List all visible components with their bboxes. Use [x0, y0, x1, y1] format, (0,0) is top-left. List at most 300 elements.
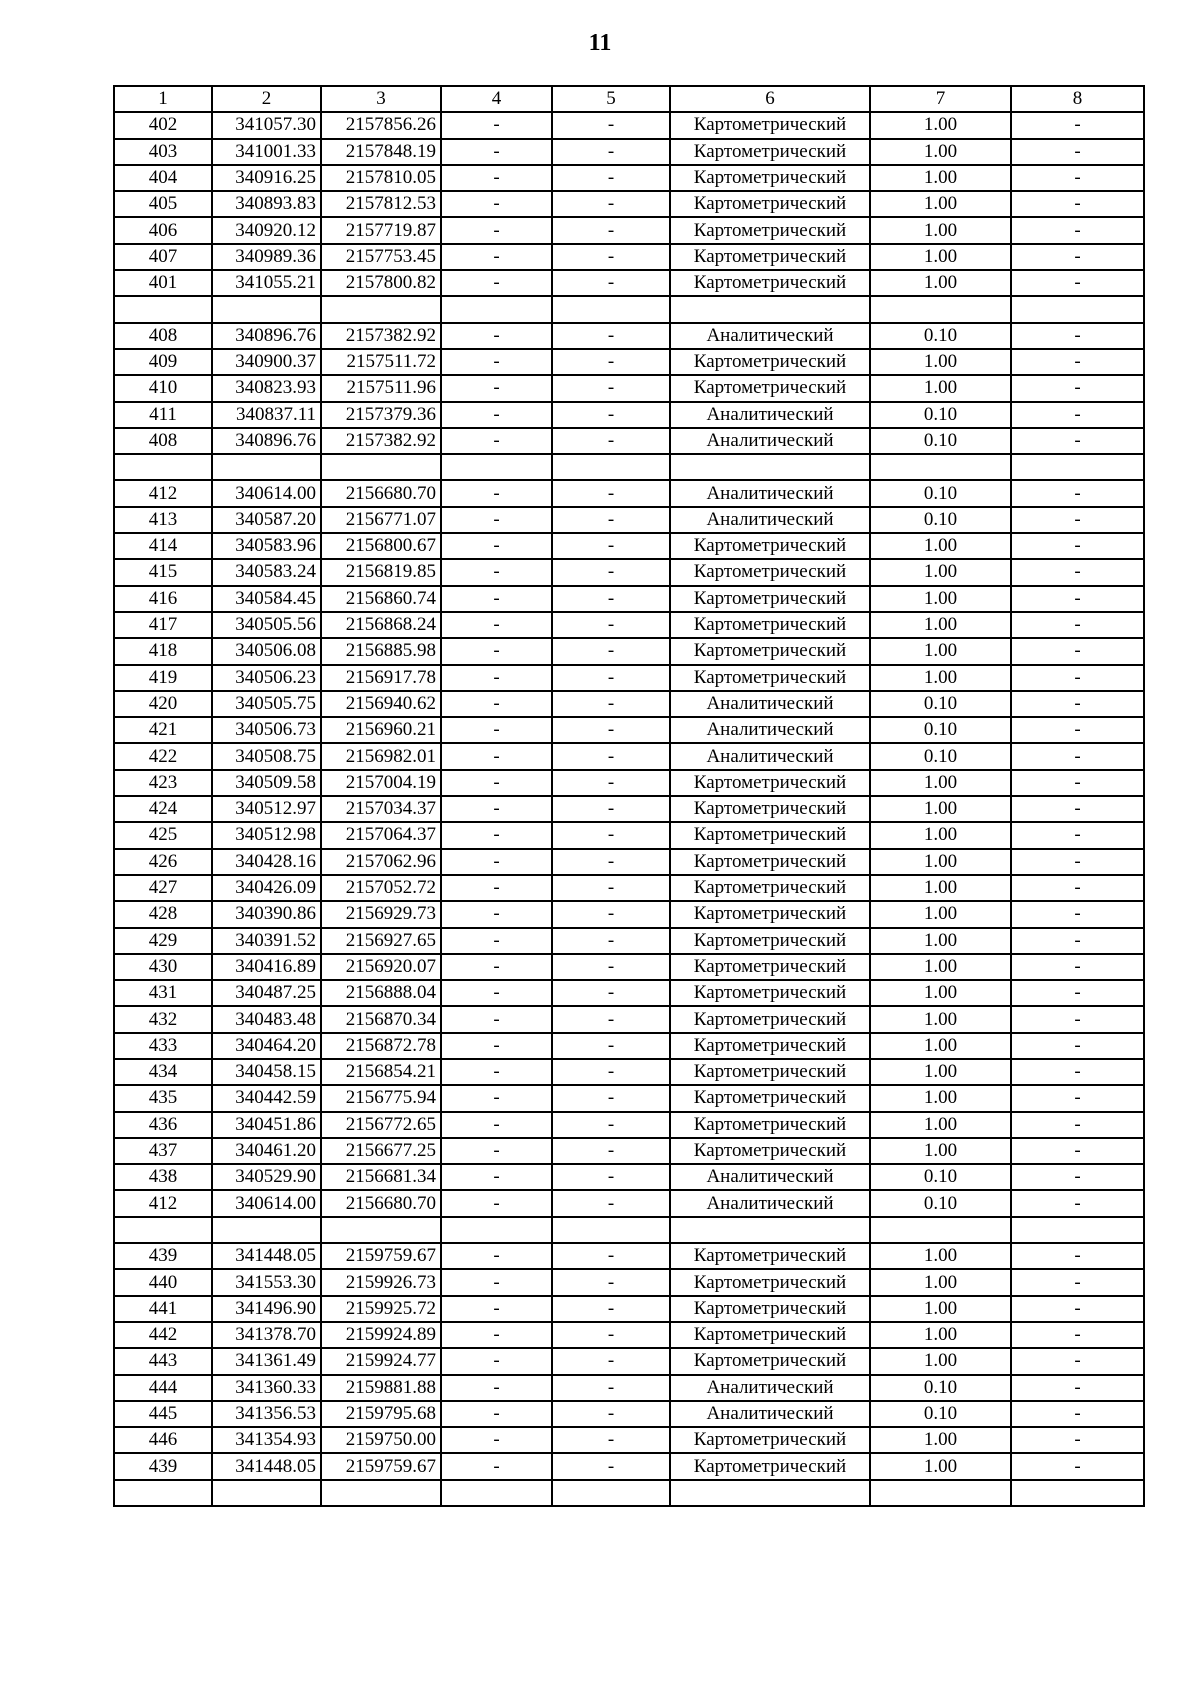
x-coordinate-cell: 340505.56 — [212, 612, 321, 638]
y-coordinate-cell: 2157379.36 — [321, 402, 441, 428]
x-coordinate-cell: 340451.86 — [212, 1112, 321, 1138]
y-coordinate-cell: 2157753.45 — [321, 244, 441, 270]
method-cell: Картометрический — [670, 559, 870, 585]
x-coordinate-cell: 340464.20 — [212, 1033, 321, 1059]
accuracy-cell: 1.00 — [870, 1112, 1011, 1138]
col-5-cell: - — [552, 217, 670, 243]
x-coordinate-cell: 340506.08 — [212, 638, 321, 664]
table-row — [114, 1059, 1144, 1085]
col-5-cell: - — [552, 1375, 670, 1401]
col-5-cell: - — [552, 1138, 670, 1164]
accuracy-cell: 1.00 — [870, 139, 1011, 165]
table-row — [114, 428, 1144, 454]
col-4-cell: - — [441, 1296, 552, 1322]
accuracy-cell: 1.00 — [870, 1296, 1011, 1322]
col-4-cell: - — [441, 1164, 552, 1190]
point-number-cell: 406 — [114, 217, 212, 243]
accuracy-cell: 1.00 — [870, 1427, 1011, 1453]
x-coordinate-cell: 340512.98 — [212, 822, 321, 848]
y-coordinate-cell: 2159881.88 — [321, 1375, 441, 1401]
col-5-cell: - — [552, 1033, 670, 1059]
accuracy-cell: 1.00 — [870, 638, 1011, 664]
y-coordinate-cell: 2157848.19 — [321, 139, 441, 165]
col-8-cell: - — [1011, 717, 1144, 743]
x-coordinate-cell: 340483.48 — [212, 1006, 321, 1032]
accuracy-cell: 1.00 — [870, 1033, 1011, 1059]
col-5-cell: - — [552, 796, 670, 822]
col-5-cell: - — [552, 928, 670, 954]
method-cell: Картометрический — [670, 638, 870, 664]
x-coordinate-cell: 340509.58 — [212, 770, 321, 796]
x-coordinate-cell: 341001.33 — [212, 139, 321, 165]
col-8-cell: - — [1011, 796, 1144, 822]
point-number-cell: 415 — [114, 559, 212, 585]
x-coordinate-cell: 341448.05 — [212, 1243, 321, 1269]
col-4-cell: - — [441, 1138, 552, 1164]
method-cell: Картометрический — [670, 1138, 870, 1164]
method-cell: Картометрический — [670, 1085, 870, 1111]
x-coordinate-cell: 340508.75 — [212, 743, 321, 769]
method-cell — [670, 1217, 870, 1243]
col-5-cell: - — [552, 980, 670, 1006]
accuracy-cell: 1.00 — [870, 1243, 1011, 1269]
col-5-cell: - — [552, 112, 670, 138]
col-8-cell: - — [1011, 770, 1144, 796]
col-5-cell: - — [552, 638, 670, 664]
col-5-cell: - — [552, 191, 670, 217]
point-number-cell: 439 — [114, 1453, 212, 1479]
table-body — [114, 112, 1144, 1506]
point-number-cell: 413 — [114, 507, 212, 533]
col-5-cell: - — [552, 1190, 670, 1216]
accuracy-cell: 0.10 — [870, 691, 1011, 717]
x-coordinate-cell: 341361.49 — [212, 1348, 321, 1374]
y-coordinate-cell: 2156775.94 — [321, 1085, 441, 1111]
accuracy-cell: 1.00 — [870, 191, 1011, 217]
col-4-cell: - — [441, 270, 552, 296]
point-number-cell: 414 — [114, 533, 212, 559]
accuracy-cell: 1.00 — [870, 822, 1011, 848]
col-8-cell: - — [1011, 1348, 1144, 1374]
column-header-3: 3 — [321, 86, 441, 112]
col-4-cell: - — [441, 665, 552, 691]
accuracy-cell: 1.00 — [870, 1006, 1011, 1032]
accuracy-cell — [870, 1480, 1011, 1506]
col-4-cell: - — [441, 507, 552, 533]
x-coordinate-cell: 340896.76 — [212, 323, 321, 349]
col-4-cell — [441, 296, 552, 322]
table-row — [114, 1453, 1144, 1479]
table-row — [114, 717, 1144, 743]
point-number-cell: 439 — [114, 1243, 212, 1269]
col-5-cell — [552, 296, 670, 322]
y-coordinate-cell: 2156860.74 — [321, 586, 441, 612]
x-coordinate-cell: 340506.23 — [212, 665, 321, 691]
x-coordinate-cell: 341356.53 — [212, 1401, 321, 1427]
accuracy-cell: 1.00 — [870, 1138, 1011, 1164]
col-8-cell: - — [1011, 1375, 1144, 1401]
col-4-cell: - — [441, 217, 552, 243]
accuracy-cell: 0.10 — [870, 717, 1011, 743]
col-4-cell: - — [441, 1322, 552, 1348]
table-row — [114, 1243, 1144, 1269]
col-8-cell: - — [1011, 849, 1144, 875]
table-separator-row — [114, 1480, 1144, 1506]
accuracy-cell: 1.00 — [870, 586, 1011, 612]
y-coordinate-cell: 2156888.04 — [321, 980, 441, 1006]
table-row — [114, 1112, 1144, 1138]
method-cell: Картометрический — [670, 244, 870, 270]
table-row — [114, 1269, 1144, 1295]
accuracy-cell — [870, 296, 1011, 322]
accuracy-cell: 0.10 — [870, 1401, 1011, 1427]
y-coordinate-cell: 2157004.19 — [321, 770, 441, 796]
col-4-cell: - — [441, 533, 552, 559]
x-coordinate-cell: 340614.00 — [212, 480, 321, 506]
point-number-cell: 416 — [114, 586, 212, 612]
col-4-cell: - — [441, 901, 552, 927]
col-8-cell: - — [1011, 1138, 1144, 1164]
method-cell: Аналитический — [670, 323, 870, 349]
x-coordinate-cell: 340893.83 — [212, 191, 321, 217]
col-8-cell: - — [1011, 1296, 1144, 1322]
point-number-cell: 430 — [114, 954, 212, 980]
col-8-cell: - — [1011, 1059, 1144, 1085]
method-cell: Картометрический — [670, 533, 870, 559]
col-4-cell: - — [441, 612, 552, 638]
col-4-cell: - — [441, 402, 552, 428]
col-5-cell: - — [552, 375, 670, 401]
col-4-cell: - — [441, 928, 552, 954]
col-5-cell: - — [552, 1006, 670, 1032]
y-coordinate-cell: 2156680.70 — [321, 1190, 441, 1216]
y-coordinate-cell: 2159795.68 — [321, 1401, 441, 1427]
y-coordinate-cell — [321, 1217, 441, 1243]
point-number-cell: 410 — [114, 375, 212, 401]
table-row — [114, 270, 1144, 296]
col-4-cell: - — [441, 244, 552, 270]
y-coordinate-cell: 2157062.96 — [321, 849, 441, 875]
table-row — [114, 112, 1144, 138]
table-row — [114, 980, 1144, 1006]
table-row — [114, 770, 1144, 796]
method-cell: Картометрический — [670, 1269, 870, 1295]
x-coordinate-cell — [212, 454, 321, 480]
method-cell: Аналитический — [670, 402, 870, 428]
x-coordinate-cell: 340823.93 — [212, 375, 321, 401]
accuracy-cell: 1.00 — [870, 165, 1011, 191]
point-number-cell: 433 — [114, 1033, 212, 1059]
col-8-cell: - — [1011, 191, 1144, 217]
col-5-cell: - — [552, 1243, 670, 1269]
col-5-cell: - — [552, 1112, 670, 1138]
col-4-cell: - — [441, 375, 552, 401]
point-number-cell: 431 — [114, 980, 212, 1006]
point-number-cell: 403 — [114, 139, 212, 165]
y-coordinate-cell: 2157810.05 — [321, 165, 441, 191]
col-5-cell: - — [552, 717, 670, 743]
column-header-1: 1 — [114, 86, 212, 112]
col-5-cell: - — [552, 849, 670, 875]
col-5-cell — [552, 1217, 670, 1243]
table-row — [114, 638, 1144, 664]
method-cell: Картометрический — [670, 822, 870, 848]
y-coordinate-cell: 2156927.65 — [321, 928, 441, 954]
col-8-cell — [1011, 1480, 1144, 1506]
col-8-cell: - — [1011, 954, 1144, 980]
col-8-cell: - — [1011, 507, 1144, 533]
y-coordinate-cell: 2156870.34 — [321, 1006, 441, 1032]
x-coordinate-cell: 341553.30 — [212, 1269, 321, 1295]
table-row — [114, 533, 1144, 559]
col-5-cell: - — [552, 559, 670, 585]
x-coordinate-cell: 340487.25 — [212, 980, 321, 1006]
col-4-cell: - — [441, 980, 552, 1006]
point-number-cell — [114, 454, 212, 480]
accuracy-cell: 1.00 — [870, 112, 1011, 138]
col-4-cell: - — [441, 849, 552, 875]
point-number-cell: 422 — [114, 743, 212, 769]
x-coordinate-cell: 340505.75 — [212, 691, 321, 717]
table-row — [114, 612, 1144, 638]
accuracy-cell: 0.10 — [870, 480, 1011, 506]
y-coordinate-cell: 2156982.01 — [321, 743, 441, 769]
x-coordinate-cell: 341057.30 — [212, 112, 321, 138]
col-5-cell: - — [552, 875, 670, 901]
method-cell: Картометрический — [670, 901, 870, 927]
x-coordinate-cell: 341448.05 — [212, 1453, 321, 1479]
x-coordinate-cell: 340583.24 — [212, 559, 321, 585]
method-cell: Картометрический — [670, 270, 870, 296]
table-row — [114, 165, 1144, 191]
y-coordinate-cell — [321, 1480, 441, 1506]
col-4-cell: - — [441, 428, 552, 454]
accuracy-cell: 0.10 — [870, 1375, 1011, 1401]
method-cell: Картометрический — [670, 875, 870, 901]
accuracy-cell: 1.00 — [870, 217, 1011, 243]
point-number-cell: 421 — [114, 717, 212, 743]
table-separator-row — [114, 454, 1144, 480]
col-4-cell: - — [441, 480, 552, 506]
x-coordinate-cell: 341360.33 — [212, 1375, 321, 1401]
y-coordinate-cell: 2156920.07 — [321, 954, 441, 980]
col-4-cell: - — [441, 743, 552, 769]
col-5-cell: - — [552, 323, 670, 349]
point-number-cell: 408 — [114, 428, 212, 454]
col-5-cell: - — [552, 1453, 670, 1479]
method-cell: Аналитический — [670, 507, 870, 533]
table-row — [114, 822, 1144, 848]
accuracy-cell: 1.00 — [870, 375, 1011, 401]
y-coordinate-cell: 2156772.65 — [321, 1112, 441, 1138]
table-row — [114, 586, 1144, 612]
x-coordinate-cell: 341378.70 — [212, 1322, 321, 1348]
accuracy-cell: 1.00 — [870, 559, 1011, 585]
point-number-cell: 446 — [114, 1427, 212, 1453]
table-row — [114, 1033, 1144, 1059]
col-5-cell: - — [552, 586, 670, 612]
col-4-cell — [441, 1217, 552, 1243]
accuracy-cell: 1.00 — [870, 796, 1011, 822]
accuracy-cell: 1.00 — [870, 533, 1011, 559]
method-cell: Картометрический — [670, 1112, 870, 1138]
col-4-cell: - — [441, 1427, 552, 1453]
table-row — [114, 1427, 1144, 1453]
accuracy-cell — [870, 454, 1011, 480]
accuracy-cell: 1.00 — [870, 1348, 1011, 1374]
accuracy-cell: 1.00 — [870, 980, 1011, 1006]
method-cell: Аналитический — [670, 1164, 870, 1190]
x-coordinate-cell: 340512.97 — [212, 796, 321, 822]
point-number-cell — [114, 296, 212, 322]
point-number-cell: 436 — [114, 1112, 212, 1138]
point-number-cell: 405 — [114, 191, 212, 217]
col-5-cell: - — [552, 139, 670, 165]
col-8-cell: - — [1011, 1401, 1144, 1427]
col-4-cell: - — [441, 875, 552, 901]
accuracy-cell: 1.00 — [870, 244, 1011, 270]
col-5-cell: - — [552, 770, 670, 796]
accuracy-cell: 1.00 — [870, 665, 1011, 691]
col-5-cell: - — [552, 1401, 670, 1427]
y-coordinate-cell: 2157064.37 — [321, 822, 441, 848]
col-8-cell — [1011, 454, 1144, 480]
x-coordinate-cell: 340416.89 — [212, 954, 321, 980]
col-8-cell: - — [1011, 1112, 1144, 1138]
column-header-4: 4 — [441, 86, 552, 112]
col-8-cell: - — [1011, 1033, 1144, 1059]
accuracy-cell: 1.00 — [870, 1453, 1011, 1479]
col-4-cell: - — [441, 717, 552, 743]
x-coordinate-cell — [212, 1217, 321, 1243]
method-cell: Картометрический — [670, 1033, 870, 1059]
y-coordinate-cell: 2156677.25 — [321, 1138, 441, 1164]
method-cell: Картометрический — [670, 349, 870, 375]
col-8-cell: - — [1011, 428, 1144, 454]
accuracy-cell: 1.00 — [870, 875, 1011, 901]
col-4-cell: - — [441, 822, 552, 848]
point-number-cell: 428 — [114, 901, 212, 927]
x-coordinate-cell: 340587.20 — [212, 507, 321, 533]
point-number-cell — [114, 1480, 212, 1506]
col-4-cell: - — [441, 323, 552, 349]
table-row — [114, 349, 1144, 375]
table-row — [114, 1164, 1144, 1190]
table-row — [114, 191, 1144, 217]
y-coordinate-cell: 2157382.92 — [321, 323, 441, 349]
col-8-cell: - — [1011, 402, 1144, 428]
col-5-cell: - — [552, 428, 670, 454]
col-5-cell: - — [552, 1164, 670, 1190]
col-8-cell: - — [1011, 165, 1144, 191]
point-number-cell: 426 — [114, 849, 212, 875]
accuracy-cell: 0.10 — [870, 507, 1011, 533]
col-4-cell: - — [441, 559, 552, 585]
accuracy-cell: 1.00 — [870, 349, 1011, 375]
y-coordinate-cell: 2159924.89 — [321, 1322, 441, 1348]
col-4-cell: - — [441, 691, 552, 717]
table-row — [114, 1375, 1144, 1401]
accuracy-cell: 1.00 — [870, 901, 1011, 927]
col-5-cell: - — [552, 402, 670, 428]
col-4-cell: - — [441, 586, 552, 612]
method-cell: Аналитический — [670, 743, 870, 769]
table-row — [114, 691, 1144, 717]
table-row — [114, 1401, 1144, 1427]
col-4-cell: - — [441, 1243, 552, 1269]
point-number-cell: 442 — [114, 1322, 212, 1348]
method-cell: Картометрический — [670, 1322, 870, 1348]
column-header-2: 2 — [212, 86, 321, 112]
table-row — [114, 217, 1144, 243]
x-coordinate-cell: 340391.52 — [212, 928, 321, 954]
method-cell: Картометрический — [670, 1453, 870, 1479]
table-row — [114, 875, 1144, 901]
col-5-cell: - — [552, 691, 670, 717]
method-cell: Картометрический — [670, 849, 870, 875]
col-8-cell: - — [1011, 1164, 1144, 1190]
accuracy-cell: 0.10 — [870, 743, 1011, 769]
column-header-5: 5 — [552, 86, 670, 112]
x-coordinate-cell: 340896.76 — [212, 428, 321, 454]
point-number-cell: 425 — [114, 822, 212, 848]
col-5-cell: - — [552, 507, 670, 533]
col-5-cell: - — [552, 533, 670, 559]
table-row — [114, 1322, 1144, 1348]
point-number-cell: 417 — [114, 612, 212, 638]
col-4-cell: - — [441, 796, 552, 822]
table-row — [114, 849, 1144, 875]
col-8-cell: - — [1011, 1453, 1144, 1479]
point-number-cell: 441 — [114, 1296, 212, 1322]
method-cell: Картометрический — [670, 1059, 870, 1085]
col-4-cell: - — [441, 1085, 552, 1111]
col-8-cell: - — [1011, 244, 1144, 270]
col-5-cell: - — [552, 901, 670, 927]
accuracy-cell — [870, 1217, 1011, 1243]
col-8-cell: - — [1011, 980, 1144, 1006]
col-4-cell: - — [441, 1348, 552, 1374]
col-4-cell: - — [441, 1190, 552, 1216]
col-4-cell: - — [441, 1453, 552, 1479]
col-8-cell: - — [1011, 1427, 1144, 1453]
accuracy-cell: 1.00 — [870, 1269, 1011, 1295]
col-5-cell — [552, 1480, 670, 1506]
col-4-cell: - — [441, 191, 552, 217]
x-coordinate-cell: 340837.11 — [212, 402, 321, 428]
accuracy-cell: 0.10 — [870, 428, 1011, 454]
x-coordinate-cell: 340583.96 — [212, 533, 321, 559]
method-cell: Аналитический — [670, 480, 870, 506]
col-8-cell: - — [1011, 559, 1144, 585]
col-8-cell: - — [1011, 638, 1144, 664]
y-coordinate-cell: 2159759.67 — [321, 1243, 441, 1269]
y-coordinate-cell: 2157511.72 — [321, 349, 441, 375]
col-5-cell: - — [552, 1269, 670, 1295]
accuracy-cell: 1.00 — [870, 1085, 1011, 1111]
table-row — [114, 743, 1144, 769]
col-8-cell: - — [1011, 112, 1144, 138]
y-coordinate-cell: 2156885.98 — [321, 638, 441, 664]
y-coordinate-cell: 2159925.72 — [321, 1296, 441, 1322]
method-cell: Аналитический — [670, 1375, 870, 1401]
x-coordinate-cell: 341055.21 — [212, 270, 321, 296]
col-8-cell: - — [1011, 217, 1144, 243]
y-coordinate-cell: 2156680.70 — [321, 480, 441, 506]
col-8-cell: - — [1011, 270, 1144, 296]
method-cell: Картометрический — [670, 112, 870, 138]
col-8-cell: - — [1011, 375, 1144, 401]
